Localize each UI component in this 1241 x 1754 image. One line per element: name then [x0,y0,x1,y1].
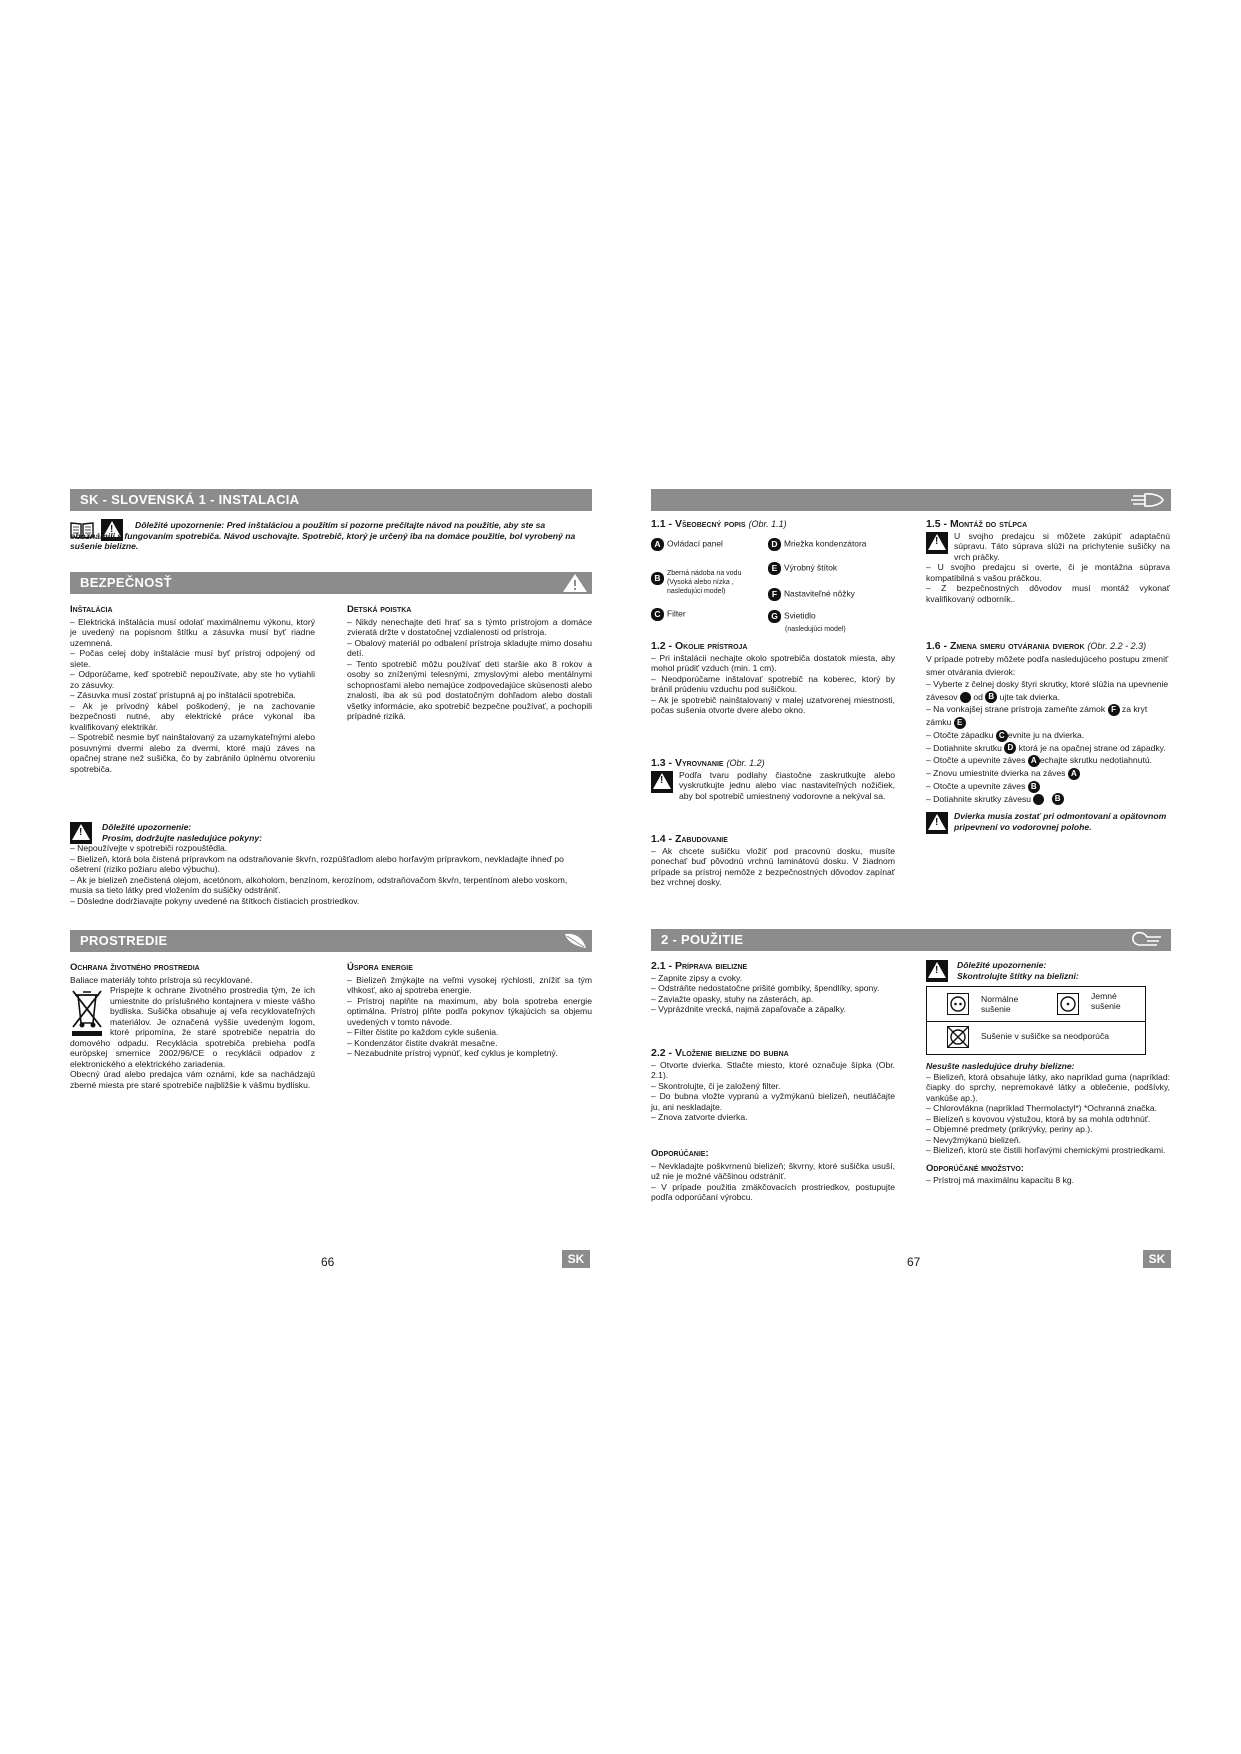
section-num: 2.1 - [651,960,675,972]
warn3-subtitle: Skontrolujte štítky na bielizni: [957,970,1079,981]
energy-line: – Nezabudnite prístroj vypnúť, keď cyklus je kompletný. [347,1048,559,1058]
no-tumble-dry-label: Sušenie v sušičke sa neodporúča [981,1031,1110,1041]
s16-step-text: ujte tak dvierka. [999,691,1060,702]
gentle-dry-label: Jemné sušenie [1091,991,1121,1011]
label-a: A [1028,755,1040,767]
energy-column [347,963,592,1059]
leaf-icon [562,931,588,949]
section-num: 1.2 - [651,640,675,652]
label-e: E [768,562,781,575]
s14-text: – Ak chcete sušičku vložiť pod pracovnú dosku, musíte ponechať buď pôvodnú vrchnú laminátovú dosku. V žiadnom prípade sa prístroj nemôže z bezpečnostných dôvodov zapínať bez vrchnej dosky. [651,845,895,887]
legend-a-text: Ovládací panel [667,538,723,549]
environment-bar [70,930,592,952]
legend-d-text: Mriežka kondenzátora [784,538,867,549]
section-2-2 [651,1048,895,1123]
section-title: SK - SLOVENSKÁ 1 - INSTALACIA [80,492,300,507]
environment-title: PROSTREDIE [80,933,168,948]
legend-item-a [651,538,723,551]
care-label-warning [957,960,1167,981]
normal-dry-label: Normálne sušenie [981,994,1019,1014]
install-line: – Spotrebič nesmie byť nainštalovaný za uzamykateľnými alebo posuvnými dvermi alebo za dvermi, ktoré majú záves na opačnej strane než sušička, čo by zabránilo úplnému otvoreniu spotrebiča. [70,732,315,774]
label-b: B [651,572,664,585]
s16-step [926,767,1170,780]
figure-ref: (Obr. 2.2 - 2.3) [1087,641,1147,651]
s15-text: U svojho predajcu si môžete zakúpiť adaptačnú súpravu. Táto súprava slúži na prichytenie sušičky na vrch práčky. [954,530,1170,562]
s12-line: – Pri inštalácii nechajte okolo spotrebiča dostatok miesta, aby mohol prúdiť vzduch (min. 1 cm). [651,652,895,673]
nodry-line: – Bielizeň s kovovou výstužou, ktorá by sa mohla odtrhnúť. [926,1113,1151,1124]
callout-dot [960,692,971,703]
label-a: A [651,538,664,551]
label-d: D [1004,742,1016,754]
callout-dot [1033,794,1044,805]
s22-line: – Otvorte dvierka. Stlačte miesto, ktoré označuje šípka (Obr. 2.1). [651,1059,895,1080]
s16-step-text: – Vyberte z čelnej dosky štyri skrutky, ktoré slúžia na upevnenie závesov [926,679,1169,702]
hand-icon [1129,491,1165,509]
s16-step [926,754,1170,767]
warning-icon [926,960,948,982]
nodry-line: – Bielizeň, ktorú ste čistili horľavými chemickými prostriedkami. [926,1145,1166,1155]
energy-heading: Úspora energie [347,962,413,973]
recommend-line: – V prípade použitia zmäkčovacích prostriedkov, postupujte podľa odporúčaní výrobcu. [651,1181,895,1202]
table-divider [927,1021,1145,1022]
s16-step-text: – Na vonkajšej strane prístroja zameňte zámok [926,704,1106,715]
normal-dry-icon [947,993,969,1015]
hand-icon [1129,930,1165,948]
recommend-line: – Nevkladajte poškvrnenú bielizeň; škvrny, ktoré sušička usuší, už nie je možné väčšinou odstrániť. [651,1160,895,1181]
s16-step-text: – Otočte západku [926,729,994,740]
legend-c-text: Filter [667,608,686,619]
s16-step [926,703,1170,728]
usage-bar [651,929,1171,951]
s16-step-text: za kryt zámku [926,704,1148,728]
child-heading: Detská poistka [347,604,412,615]
warning2-block [70,822,592,906]
label-b: B [985,691,997,703]
warning2-line: – Dôsledne dodržiavajte pokyny uvedené na štítkoch čistiacich prostriedkov. [70,895,360,906]
recommendation [651,1149,895,1203]
legend-b-text: Zberná nádoba na vodu [667,570,742,577]
intro-text [70,520,592,552]
do-not-dry-list [926,1061,1170,1186]
gentle-dry-icon [1057,993,1079,1015]
warning2-line: – Nepoužívejte v spotrebiči rozpouštědla. [70,843,228,853]
install-line: – Ak je prívodný kábel poškodený, je na zachovanie bezpečnosti nutné, aby elektrické práce vykonal iba kvalifikovaný elektrikár. [70,700,315,732]
warning-icon [926,532,948,554]
legend-e-text: Výrobný štítok [784,562,838,573]
language-badge: SK [562,1250,590,1268]
s16-step-text: – Dotiahnite skrutky závesu [926,793,1032,804]
install-heading: Inštalácia [70,604,113,615]
legend-item-g [768,610,846,635]
right-header-bar [651,489,1171,511]
section-title: Montáž do stĺpca [949,518,1028,530]
s15-line: – U svojho predajcu si overte, či je montážna súprava kompatibilná s vašou práčkou. [926,562,1170,583]
s22-line: – Znova zatvorte dvierka. [651,1112,748,1122]
label-f: F [768,588,781,601]
label-b: B [1052,793,1064,805]
section-num: 1.1 - [651,518,675,530]
install-line: – Odporúčame, keď spotrebič nepoužívate, aby ste ho vytiahli zo zásuvky. [70,669,315,690]
weee-icon [70,987,104,1037]
label-g: G [768,610,781,623]
label-b: B [1028,781,1040,793]
page-number: 66 [321,1255,335,1269]
section-num: 1.6 - [926,640,950,652]
env-text2: Obecný úrad alebo predajca vám oznámi, kde sa nachádzajú zberné miesta pre staré spotrebiče najbližšie k vášmu bydlisku. [70,1069,315,1090]
s16-step-text: od [973,691,983,702]
child-column [347,605,592,722]
label-d: D [768,538,781,551]
nodry-line: – Bielizeň, ktorá obsahuje látky, ako napríklad guma (napríklad: čiapky do sprchy, nepremokavé látky a oblečenie, podšívky, vankúše ap.). [926,1071,1170,1103]
section-1-6 [926,640,1170,834]
usage-title: 2 - POUŽITIE [661,932,744,947]
section-1-3 [651,758,895,801]
label-c: C [651,608,664,621]
child-line: – Tento spotrebič môžu používať deti staršie ako 8 rokov a osoby so zníženými telesnými, zmyslovými alebo mentálnymi schopnosťami alebo nemajúce zodpovedajúce skúsenosti alebo znalosti, iba ak sú pod dostatočným dohľadom alebo dostali všetky informácie, ako spotrebič bezpečne používať, a pochopili prípadné riziká. [347,658,592,721]
install-line: – Počas celej doby inštalácie musí byť prístroj odpojený od siete. [70,648,315,669]
section-num: 1.5 - [926,518,950,530]
energy-line: – Prístroj naplňte na maximum, aby bola spotreba energie optimálna. Prístroj plňte podľa pokynov týkajúcich sa objemu uvedených v tomto návode. [347,995,592,1027]
legend-item-b [651,568,767,596]
warn3-title: Dôležité upozornenie: [957,960,1047,970]
label-f: F [1108,704,1120,716]
s16-step-text: ktorá je na opačnej strane od západky. [1018,742,1166,753]
legend-g-note: (nasledujúci model) [785,626,846,633]
s16-warning: Dvierka musia zostať pri odmontovaní a opätovnom pripevnení vo vodorovnej polohe. [954,811,1167,833]
section-num: 2.2 - [651,1047,675,1059]
no-tumble-dry-icon [947,1026,969,1048]
warning2-line: – Ak je bielizeň znečistená olejom, acetónom, alkoholom, benzínom, kerozínom, odstraňovačom škvŕn, terpentínom alebo voskom, musia sa tieto látky pred vložením do sušičky odstrániť. [70,874,568,895]
section-1-4 [651,834,895,888]
warning2-line: – Bielizeň, ktorá bola čistená prípravkom na odstraňovanie škvŕn, rozpúšťadlom alebo horľavým prípravkom, nevkladajte ihneď po ošetrení (riziko požiaru alebo výbuchu). [70,853,564,874]
section-num: 1.4 - [651,833,675,845]
parts-legend [651,538,911,638]
child-line: – Obalový materiál po odbalení prístroja skladujte mimo dosahu detí. [347,637,592,658]
install-column [70,605,315,774]
s16-step [926,742,1170,755]
s22-line: – Do bubna vložte vypranú a vyžmýkanú bielizeň, neutláčajte ju, ani neskladajte. [651,1091,895,1112]
energy-line: – Filter čistite po každom cykle sušenia. [347,1027,499,1037]
warning-icon [562,573,588,591]
s16-step-text: – Znovu umiestnite dvierka na záves [926,768,1066,779]
install-line: – Zásuvka musí zostať prístupná aj po inštalácii spotrebiča. [70,690,296,700]
section-title: Okolie prístroja [674,640,748,652]
install-line: – Elektrická inštalácia musí odolať maximálnemu výkonu, ktorý je uvedený na popisnom štítku a zásuvka musí byť riadne uzemnená. [70,616,315,648]
s16-step-text: echajte skrutku nedotiahnutú. [1039,755,1153,766]
s22-line: – Skontrolujte, či je založený filter. [651,1080,781,1091]
section-1-5 [926,519,1170,604]
section-title: Príprava bielizne [674,960,748,972]
safety-title: BEZPEČNOSŤ [80,575,172,590]
s16-step-text: – Otočte a upevnite záves [926,780,1026,791]
intro-lead: Dôležité upozornenie: [135,520,225,530]
care-symbols-table [926,986,1146,1055]
energy-line: – Bielizeň žmýkajte na veľmi vysokej rýchlosti, znížiť sa tým vlhkosť, ako aj spotreba energie. [347,974,592,995]
s21-line: – Vyprázdnite vrecká, najmä zapaľovače a zápalky. [651,1004,847,1014]
label-a: A [1068,768,1080,780]
section-num: 1.3 - [651,757,675,769]
language-badge: SK [1143,1250,1171,1268]
s12-line: – Ak je spotrebič nainštalovaný v malej uzatvorenej miestnosti, počas sušenia otvorte dvere alebo okno. [651,694,895,715]
legend-g-text: Svietidlo [784,610,816,621]
amount-heading: Odporúčané množstvo: [926,1162,1024,1174]
legend-item-c [651,608,686,621]
s16-step [926,780,1170,793]
nodry-line: – Nevyžmýkanú bielizeň. [926,1134,1022,1145]
warning-icon [926,812,948,834]
env-line1: Baliace materiály tohto prístroja sú recyklované. [70,974,253,985]
s16-step-text: evnite ju na dvierka. [1007,729,1085,740]
nodry-heading: Nesušte nasledujúce druhy bielizne: [926,1061,1075,1071]
s13-text: Podľa tvaru podlahy čiastočne zaskrutkujte alebo vyskrutkujte jednu alebo viac nastaviteľných nožičiek, aby bol spotrebič umiestnený vodorovne a nekýval sa. [679,769,895,801]
section-1-2 [651,641,895,716]
figure-ref: (Obr. 1.1) [748,519,787,529]
section-2-1 [651,961,895,1015]
safety-bar [70,572,592,594]
warning2-title: Dôležité upozornenie: [102,822,192,832]
warning2-subtitle: Prosím, dodržujte nasledujúce pokyny: [102,832,262,843]
child-line: – Nikdy nenechajte deti hrať sa s týmto prístrojom a domáce zvieratá držte v dostatočnej vzdialenosti od prístroja. [347,616,592,637]
s21-line: – Zaviažte opasky, stuhy na zásterách, ap. [651,993,814,1004]
s12-line: – Neodporúčame inštalovať spotrebič na koberec, ktorý by bránil prúdeniu vzduchu pod sušičkou. [651,673,895,694]
s15-line: – Z bezpečnostných dôvodov musí montáž vykonať kvalifikovaný odborník.. [926,583,1170,604]
figure-ref: (Obr. 1.2) [726,758,765,768]
section-title-bar [70,489,592,511]
energy-line: – Kondenzátor čistite dvakrát mesačne. [347,1037,498,1048]
legend-item-f [768,588,855,601]
legend-b-note: (Vysoká alebo nízka , nasledujúci model) [667,579,734,595]
s16-step [926,678,1170,703]
env-text: Prispejte k ochrane životného prostredia tým, že ich umiestnite do príslušného kontajnera v mieste vášho bydliska. Sušička obsahuje aj veľa recyklovateľných materiálov. Je označená vyššie uvedeným logom, ktoré pripomína, že staré spotrebiče nepatria do domového odpadu. Recyklácia spotrebiča prebieha podľa európskej smernice 2002/96/CE o recyklácii odpadov z elektronického a elektrického zariadenia. [70,985,315,1069]
amount-text: – Prístroj má maximálnu kapacitu 8 kg. [926,1175,1075,1185]
s21-line: – Odstráňte nedostatočne prišité gombíky, špendlíky, spony. [651,983,880,993]
legend-item-d [768,538,866,551]
env-column [70,963,315,1090]
legend-item-e [768,562,837,575]
section-title: Vyrovnanie [674,757,724,769]
s16-step [926,793,1170,806]
section-title: Všeobecný popis [674,518,746,530]
env-heading: Ochrana životného prostredia [70,962,200,973]
nodry-line: – Chlorovlákna (napríklad Thermolactyl*) *Ochranná značka. [926,1103,1158,1113]
section-title: Zmena smeru otvárania dvierok [949,640,1085,652]
legend-f-text: Nastaviteľné nôžky [784,588,855,599]
nodry-line: – Objemné predmety (prikrývky, periny ap.). [926,1124,1093,1134]
s16-step-text: – Dotiahnite skrutku [926,742,1002,753]
warning-icon [651,771,673,793]
intro-body: Pred inštaláciou a použitím si pozorne prečítajte návod na použitie, aby ste sa oboznámili s fungovaním spotrebiča. Návod uschovajte. Spotrebič, ktorý je určený iba na domáce použitie, bol vyrobený na sušenie bielizne. [70,520,576,551]
section-title: Zabudovanie [674,833,728,845]
recommend-heading: Odporúčanie: [651,1148,709,1159]
label-e: E [954,717,966,729]
section-1-1 [651,519,901,531]
s16-step [926,729,1170,742]
page-number: 67 [907,1255,921,1269]
label-c: C [996,730,1008,742]
s16-intro: V prípade potreby môžete podľa nasledujúceho postupu zmeniť smer otvárania dvierok: [926,654,1169,677]
section-title: Vloženie bielizne do bubna [674,1047,789,1059]
s21-line: – Zapnite zipsy a cvoky. [651,972,743,983]
s16-step-text: – Otočte a upevnite záves [926,755,1026,766]
